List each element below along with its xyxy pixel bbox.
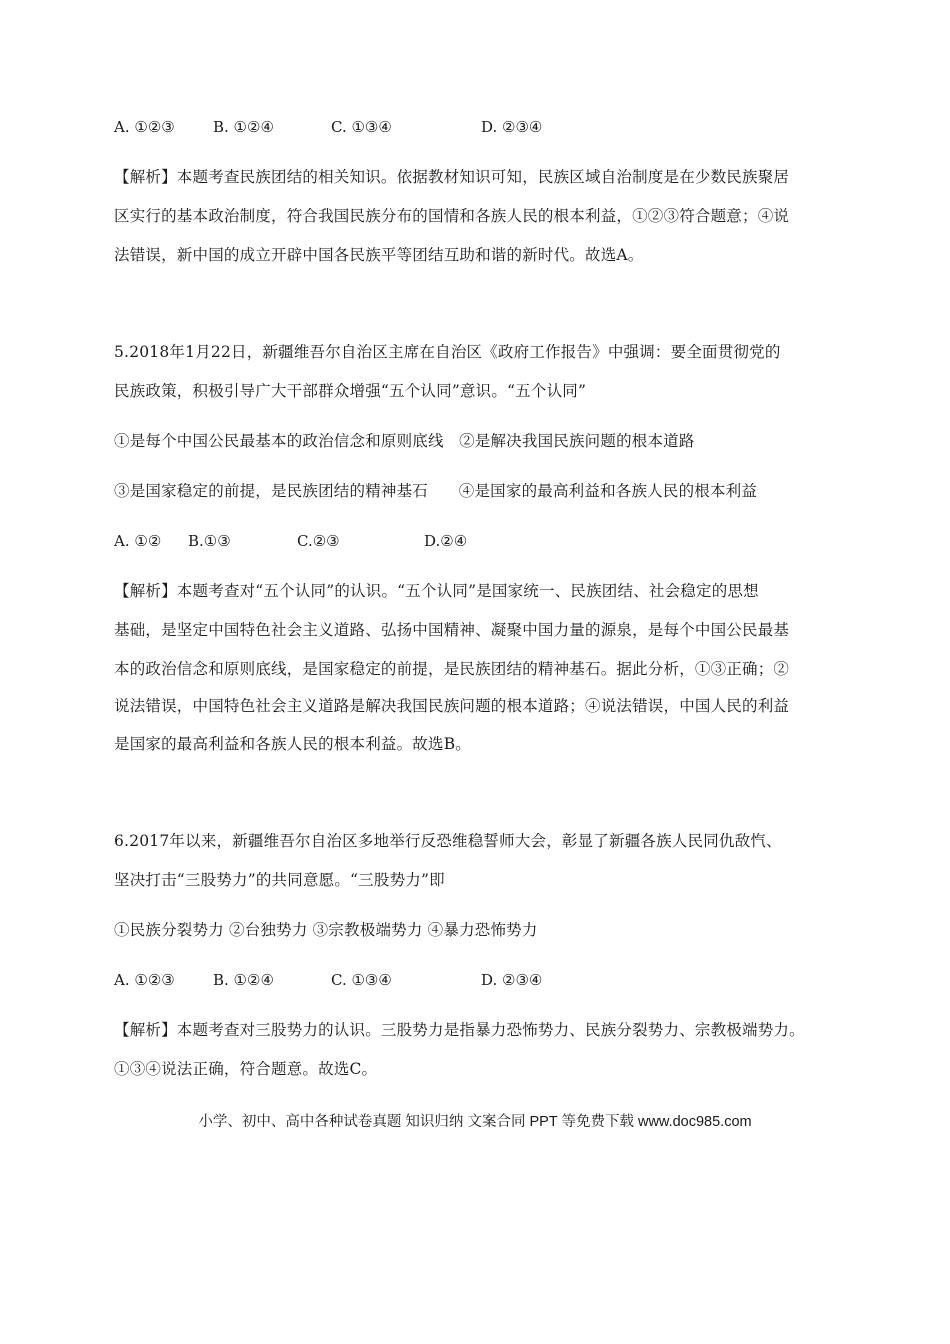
q4-analysis-line-2: 区实行的基本政治制度，符合我国民族分布的国情和各族人民的根本利益，①②③符合题意；④说: [114, 207, 790, 225]
q5-statements-line-1: ①是每个中国公民最基本的政治信念和原则底线 ②是解决我国民族问题的根本道路: [114, 432, 695, 450]
q5-option-c: C.②③: [297, 532, 340, 550]
q5-option-a: A. ①②: [114, 532, 162, 550]
q5-analysis-line-5: 是国家的最高利益和各族人民的根本利益。故选B。: [114, 735, 471, 753]
q5-analysis-line-3: 本的政治信念和原则底线，是国家稳定的前提，是民族团结的精神基石。据此分析，①③正确；②: [114, 660, 790, 678]
q6-option-a: A. ①②③: [114, 971, 175, 989]
q5-stem-line-2: 民族政策，积极引导广大干部群众增强“五个认同”意识。“五个认同”: [114, 382, 587, 400]
page-footer: 小学、初中、高中各种试卷真题 知识归纳 文案合同 PPT 等免费下载 www.doc985.com: [198, 1114, 752, 1130]
q5-option-b: B.①③: [188, 532, 231, 550]
q5-option-d: D.②④: [424, 532, 468, 550]
q6-analysis-line-1: 【解析】本题考查对三股势力的认识。三股势力是指暴力恐怖势力、民族分裂势力、宗教极端势力。: [114, 1021, 805, 1039]
q5-analysis-line-4: 说法错误，中国特色社会主义道路是解决我国民族问题的根本道路；④说法错误，中国人民的利益: [114, 697, 790, 715]
q4-option-d: D. ②③④: [481, 118, 543, 136]
q5-stem-line-1: 5.2018年1月22日，新疆维吾尔自治区主席在自治区《政府工作报告》中强调：要全面贯彻党的: [114, 343, 781, 361]
q4-option-c: C. ①③④: [331, 118, 392, 136]
q4-analysis-line-3: 法错误，新中国的成立开辟中国各民族平等团结互助和谐的新时代。故选A。: [114, 246, 644, 264]
q6-stem-line-1: 6.2017年以来，新疆维吾尔自治区多地举行反恐维稳誓师大会，彰显了新疆各族人民同仇敌忾、: [114, 832, 782, 850]
q5-statements-line-2: ③是国家稳定的前提，是民族团结的精神基石 ④是国家的最高利益和各族人民的根本利益: [114, 482, 758, 500]
q4-option-b: B. ①②④: [213, 118, 274, 136]
q6-option-b: B. ①②④: [213, 971, 274, 989]
q6-analysis-line-2: ①③④说法正确，符合题意。故选C。: [114, 1060, 378, 1078]
q4-option-a: A. ①②③: [114, 118, 175, 136]
q6-option-d: D. ②③④: [481, 971, 543, 989]
q5-analysis-line-1: 【解析】本题考查对“五个认同”的认识。“五个认同”是国家统一、民族团结、社会稳定的思想: [114, 582, 759, 600]
q6-stem-line-2: 坚决打击“三股势力”的共同意愿。“三股势力”即: [114, 871, 445, 889]
q6-option-c: C. ①③④: [331, 971, 392, 989]
q6-statements: ①民族分裂势力 ②台独势力 ③宗教极端势力 ④暴力恐怖势力: [114, 921, 538, 939]
q4-analysis-line-1: 【解析】本题考查民族团结的相关知识。依据教材知识可知，民族区域自治制度是在少数民族聚居: [114, 168, 790, 186]
q5-analysis-line-2: 基础，是坚定中国特色社会主义道路、弘扬中国精神、凝聚中国力量的源泉，是每个中国公民最基: [114, 621, 790, 639]
